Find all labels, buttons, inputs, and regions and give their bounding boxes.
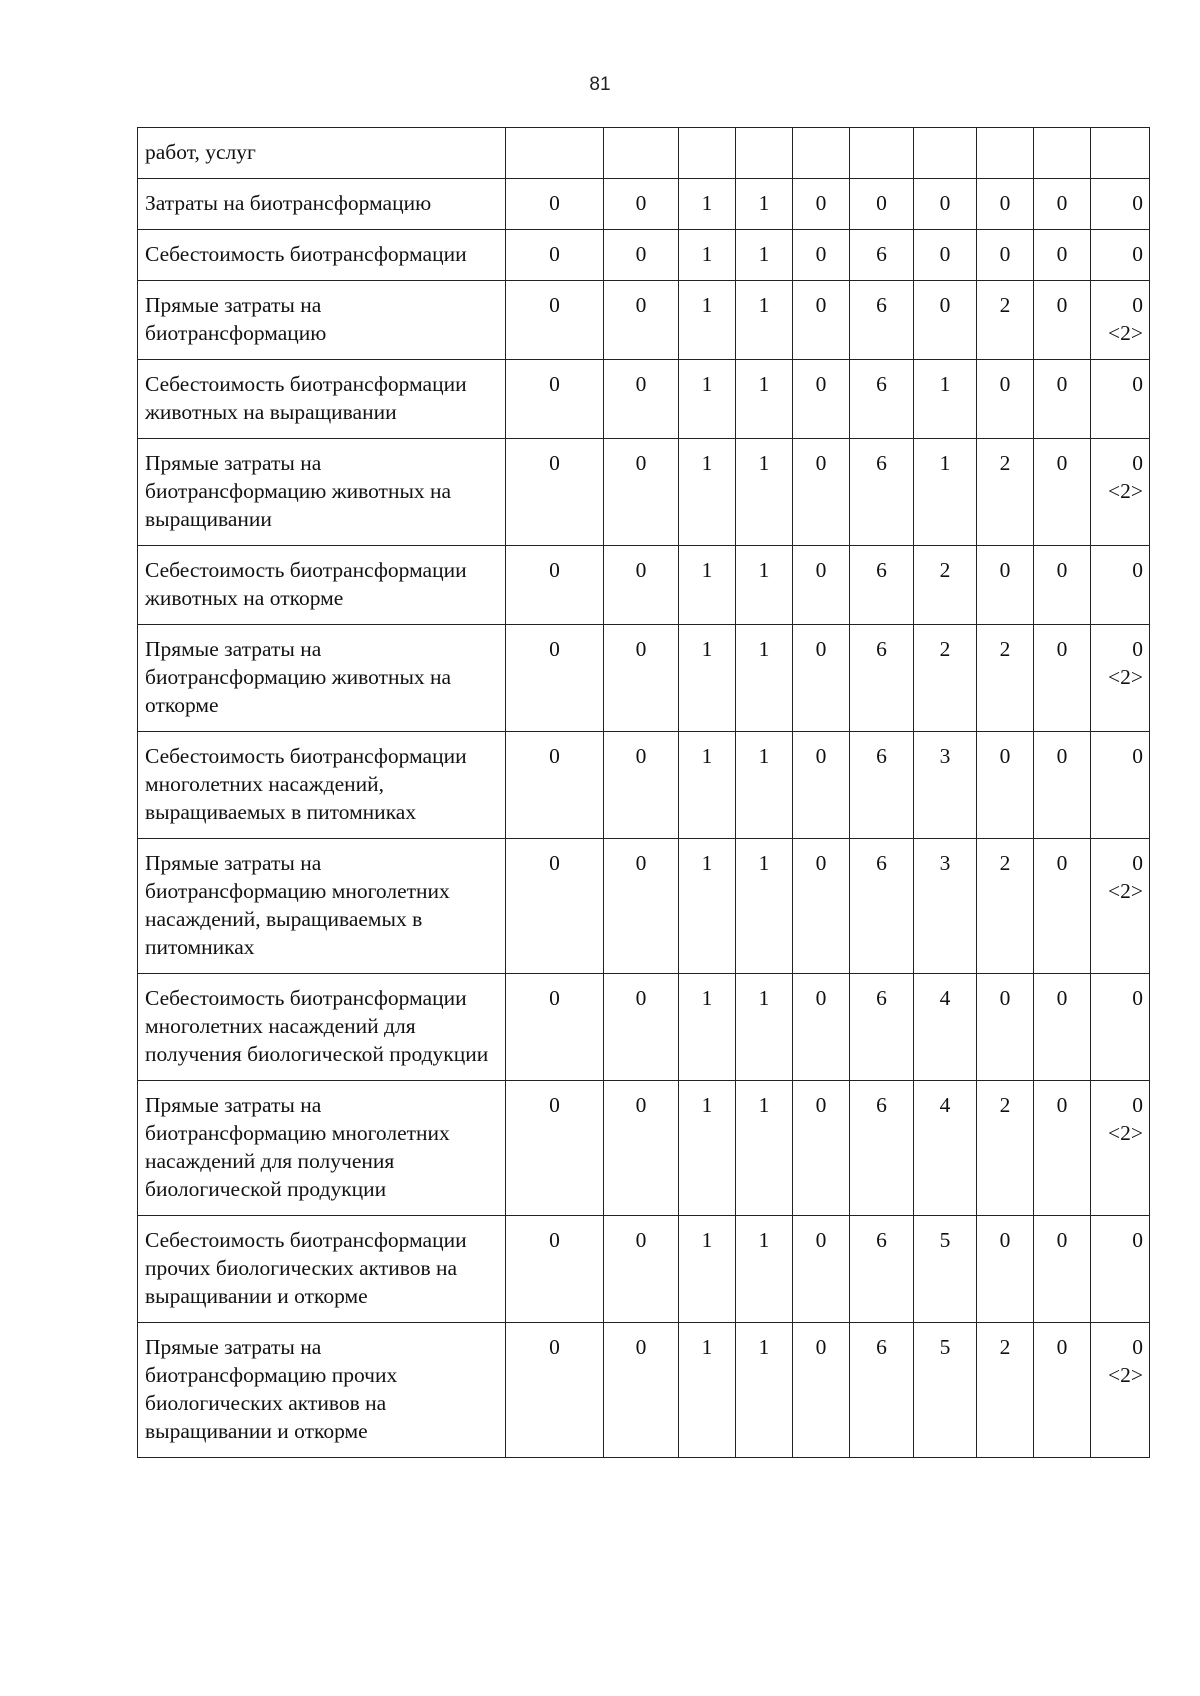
code-cell: 1	[679, 230, 736, 281]
code-digit: 0	[1132, 293, 1143, 317]
code-cell: 1	[679, 360, 736, 439]
code-cell: 1	[736, 974, 793, 1081]
code-cell-with-note	[1091, 281, 1150, 360]
code-cell	[1034, 128, 1091, 179]
row-name: Себестоимость биотрансформации	[138, 230, 506, 281]
code-cell: 0	[793, 839, 850, 974]
row-name: Прямые затраты на биотрансформацию прочих биологических активов на выращивании и откорме	[138, 1323, 506, 1458]
code-cell: 0	[850, 179, 914, 230]
code-cell: 0	[1034, 230, 1091, 281]
code-cell: 1	[679, 546, 736, 625]
code-cell: 0	[506, 281, 604, 360]
code-cell	[736, 128, 793, 179]
code-cell: 0	[604, 439, 679, 546]
code-cell: 0	[977, 230, 1034, 281]
table-row	[138, 1216, 1150, 1323]
code-cell: 1	[736, 1216, 793, 1323]
row-name: Прямые затраты на биотрансформацию	[138, 281, 506, 360]
table-row	[138, 546, 1150, 625]
code-cell: 6	[850, 839, 914, 974]
code-cell: 0	[1034, 732, 1091, 839]
code-cell-with-note	[1091, 1081, 1150, 1216]
code-cell: 0	[1034, 1323, 1091, 1458]
code-cell: 0	[604, 179, 679, 230]
code-cell: 1	[679, 281, 736, 360]
code-digit: 0	[1132, 451, 1143, 475]
code-cell: 0	[977, 179, 1034, 230]
row-name: Прямые затраты на биотрансформацию животных на выращивании	[138, 439, 506, 546]
code-cell: 6	[850, 360, 914, 439]
code-cell	[506, 128, 604, 179]
code-cell: 0	[1034, 546, 1091, 625]
code-cell: 1	[914, 439, 977, 546]
code-cell: 1	[679, 732, 736, 839]
footnote-ref: <2>	[1107, 1121, 1143, 1145]
code-cell: 0	[1034, 439, 1091, 546]
code-cell: 1	[736, 732, 793, 839]
code-cell: 1	[736, 179, 793, 230]
code-cell: 0	[604, 546, 679, 625]
row-name: Прямые затраты на биотрансформацию многолетних насаждений для получения биологической продукции	[138, 1081, 506, 1216]
table-row	[138, 179, 1150, 230]
table-row	[138, 230, 1150, 281]
code-cell: 0	[977, 974, 1034, 1081]
code-cell: 0	[793, 1216, 850, 1323]
code-digit: 0	[1132, 1093, 1143, 1117]
code-cell: 0	[1034, 625, 1091, 732]
code-cell: 6	[850, 974, 914, 1081]
code-cell: 1	[736, 546, 793, 625]
code-cell: 0	[977, 546, 1034, 625]
account-code-table	[137, 127, 1150, 1458]
row-name: Себестоимость биотрансформации многолетних насаждений, выращиваемых в питомниках	[138, 732, 506, 839]
code-cell: 1	[736, 1323, 793, 1458]
code-cell: 0	[1091, 732, 1150, 839]
code-cell: 0	[506, 1216, 604, 1323]
code-cell-with-note	[1091, 625, 1150, 732]
code-cell: 0	[793, 281, 850, 360]
code-cell: 1	[679, 974, 736, 1081]
code-cell: 6	[850, 546, 914, 625]
code-cell: 4	[914, 974, 977, 1081]
code-cell: 0	[793, 360, 850, 439]
row-name: работ, услуг	[138, 128, 506, 179]
code-cell	[977, 128, 1034, 179]
code-cell: 5	[914, 1323, 977, 1458]
page-number: 81	[589, 74, 611, 95]
code-cell: 2	[977, 439, 1034, 546]
code-cell: 2	[977, 839, 1034, 974]
code-cell: 4	[914, 1081, 977, 1216]
code-cell: 0	[506, 625, 604, 732]
code-cell: 1	[679, 1216, 736, 1323]
code-cell: 1	[679, 439, 736, 546]
code-cell: 0	[604, 360, 679, 439]
code-cell: 0	[793, 1081, 850, 1216]
code-cell: 0	[793, 732, 850, 839]
table-row	[138, 974, 1150, 1081]
code-cell: 0	[1091, 230, 1150, 281]
code-cell: 0	[604, 1216, 679, 1323]
code-cell: 6	[850, 732, 914, 839]
row-name: Себестоимость биотрансформации животных на откорме	[138, 546, 506, 625]
code-cell: 1	[679, 625, 736, 732]
code-cell: 0	[1091, 1216, 1150, 1323]
code-cell	[914, 128, 977, 179]
code-cell: 5	[914, 1216, 977, 1323]
code-cell	[793, 128, 850, 179]
code-cell: 0	[604, 1081, 679, 1216]
code-cell: 2	[977, 281, 1034, 360]
code-cell: 1	[914, 360, 977, 439]
code-cell: 0	[1034, 1081, 1091, 1216]
code-cell	[850, 128, 914, 179]
table-row	[138, 1323, 1150, 1458]
code-cell-with-note	[1091, 839, 1150, 974]
table-row	[138, 281, 1150, 360]
code-cell: 0	[1034, 179, 1091, 230]
code-cell: 6	[850, 1323, 914, 1458]
row-name: Прямые затраты на биотрансформацию многолетних насаждений, выращиваемых в питомниках	[138, 839, 506, 974]
row-name: Себестоимость биотрансформации многолетних насаждений для получения биологической продукции	[138, 974, 506, 1081]
code-cell: 0	[793, 546, 850, 625]
code-cell: 0	[793, 230, 850, 281]
code-digit: 0	[1132, 1335, 1143, 1359]
code-cell: 1	[679, 179, 736, 230]
code-cell: 6	[850, 1216, 914, 1323]
code-cell: 2	[914, 546, 977, 625]
table-row	[138, 625, 1150, 732]
code-digit: 0	[1132, 637, 1143, 661]
code-cell: 0	[977, 1216, 1034, 1323]
code-cell: 0	[604, 1323, 679, 1458]
code-cell: 0	[793, 1323, 850, 1458]
code-cell: 0	[977, 732, 1034, 839]
code-cell: 0	[604, 230, 679, 281]
footnote-ref: <2>	[1107, 321, 1143, 345]
code-cell: 1	[736, 1081, 793, 1216]
code-cell: 2	[914, 625, 977, 732]
code-cell: 0	[1034, 839, 1091, 974]
code-cell: 0	[506, 1323, 604, 1458]
code-cell: 6	[850, 1081, 914, 1216]
code-cell: 1	[679, 1081, 736, 1216]
code-cell: 1	[679, 839, 736, 974]
table-row	[138, 732, 1150, 839]
code-cell: 0	[793, 625, 850, 732]
table-row	[138, 839, 1150, 974]
table-body	[138, 128, 1150, 1458]
code-cell-with-note	[1091, 439, 1150, 546]
table-row	[138, 439, 1150, 546]
code-cell: 0	[604, 839, 679, 974]
code-cell	[679, 128, 736, 179]
code-cell: 0	[506, 179, 604, 230]
code-cell: 0	[793, 439, 850, 546]
code-cell: 0	[506, 230, 604, 281]
row-name: Прямые затраты на биотрансформацию животных на откорме	[138, 625, 506, 732]
code-cell: 0	[604, 625, 679, 732]
code-cell-with-note	[1091, 1323, 1150, 1458]
row-name: Затраты на биотрансформацию	[138, 179, 506, 230]
row-name: Себестоимость биотрансформации прочих биологических активов на выращивании и откорме	[138, 1216, 506, 1323]
code-cell: 2	[977, 625, 1034, 732]
code-cell: 0	[914, 230, 977, 281]
code-cell: 6	[850, 439, 914, 546]
code-cell: 6	[850, 281, 914, 360]
code-cell: 0	[977, 360, 1034, 439]
code-cell: 0	[506, 360, 604, 439]
footnote-ref: <2>	[1107, 879, 1143, 903]
code-cell: 1	[736, 360, 793, 439]
code-cell	[604, 128, 679, 179]
code-cell: 1	[679, 1323, 736, 1458]
code-cell: 2	[977, 1081, 1034, 1216]
code-cell	[1091, 128, 1150, 179]
code-cell: 0	[1091, 974, 1150, 1081]
code-cell: 0	[1091, 360, 1150, 439]
table-row	[138, 128, 1150, 179]
footnote-ref: <2>	[1107, 479, 1143, 503]
code-cell: 0	[1091, 179, 1150, 230]
code-cell: 0	[506, 732, 604, 839]
code-cell: 1	[736, 281, 793, 360]
footnote-ref: <2>	[1107, 1363, 1143, 1387]
code-cell: 0	[506, 439, 604, 546]
code-cell: 0	[1034, 1216, 1091, 1323]
footnote-ref: <2>	[1107, 665, 1143, 689]
code-cell: 0	[506, 546, 604, 625]
code-cell: 2	[977, 1323, 1034, 1458]
code-digit: 0	[1132, 851, 1143, 875]
code-cell: 6	[850, 625, 914, 732]
code-cell: 0	[1034, 360, 1091, 439]
code-cell: 0	[1034, 974, 1091, 1081]
code-cell: 0	[1034, 281, 1091, 360]
code-cell: 0	[604, 974, 679, 1081]
code-cell: 1	[736, 625, 793, 732]
code-cell: 6	[850, 230, 914, 281]
code-cell: 0	[506, 1081, 604, 1216]
code-cell: 1	[736, 439, 793, 546]
row-name: Себестоимость биотрансформации животных на выращивании	[138, 360, 506, 439]
code-cell: 0	[604, 281, 679, 360]
code-cell: 0	[1091, 546, 1150, 625]
code-cell: 0	[793, 179, 850, 230]
code-cell: 0	[914, 179, 977, 230]
code-cell: 1	[736, 839, 793, 974]
code-cell: 0	[506, 839, 604, 974]
code-cell: 3	[914, 732, 977, 839]
table-row	[138, 1081, 1150, 1216]
table-row	[138, 360, 1150, 439]
code-cell: 0	[914, 281, 977, 360]
code-cell: 1	[736, 230, 793, 281]
code-cell: 0	[506, 974, 604, 1081]
code-cell: 3	[914, 839, 977, 974]
code-cell: 0	[604, 732, 679, 839]
code-cell: 0	[793, 974, 850, 1081]
